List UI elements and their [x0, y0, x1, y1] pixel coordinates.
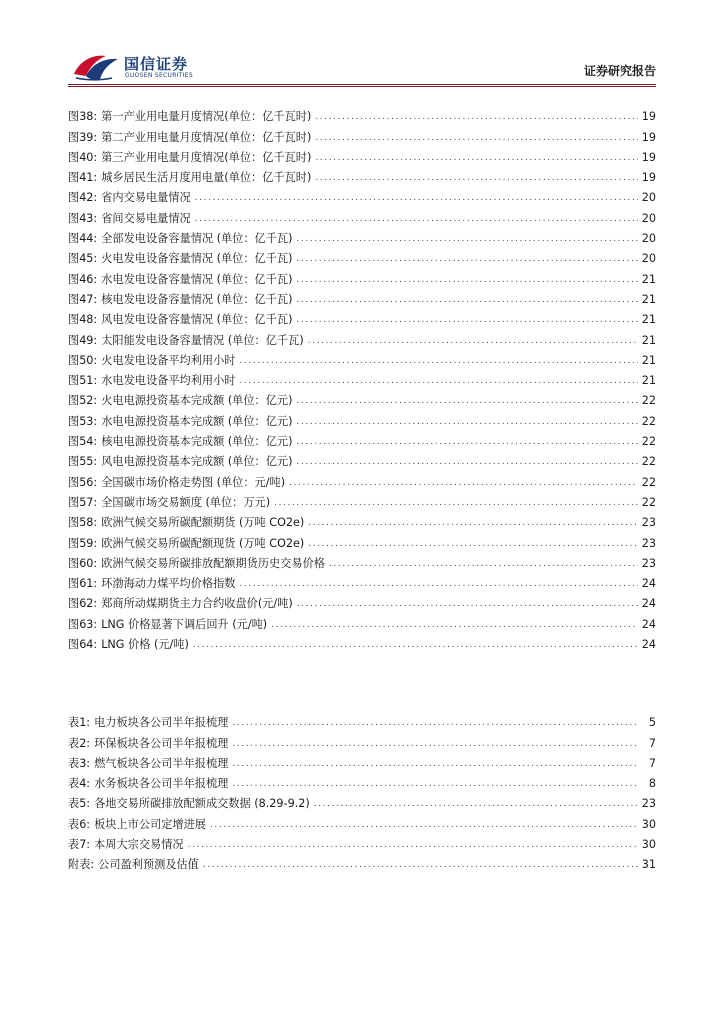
toc-leader-dots	[297, 232, 638, 246]
toc-entry-page: 21	[641, 333, 656, 347]
guosen-logo	[72, 50, 202, 84]
toc-entry[interactable]	[68, 510, 656, 530]
toc-leader-dots	[315, 171, 637, 185]
toc-entry-page: 24	[641, 597, 656, 611]
toc-entry-page: 22	[641, 414, 656, 428]
toc-entry-label: 图62:	[68, 597, 98, 611]
toc-entry-page: 24	[641, 638, 656, 652]
header-divider	[68, 84, 656, 85]
toc-leader-dots	[315, 110, 637, 124]
toc-leader-dots	[297, 313, 638, 327]
toc-entry-page: 24	[641, 617, 656, 631]
toc-entry-title: 火电发电设备容量情况 (单位：亿千瓦)	[101, 252, 293, 266]
toc-leader-dots	[239, 354, 637, 368]
toc-entry[interactable]	[68, 730, 656, 750]
toc-entry-label: 图55:	[68, 455, 98, 469]
toc-entry[interactable]	[68, 490, 656, 510]
toc-entry-label: 图61:	[68, 577, 98, 591]
toc-leader-dots	[195, 191, 638, 205]
toc-leader-dots	[195, 212, 638, 226]
toc-entry[interactable]	[68, 751, 656, 771]
toc-entry-page: 20	[641, 232, 656, 246]
toc-entry-label: 表6:	[68, 817, 91, 831]
toc-entry-page: 20	[641, 191, 656, 205]
toc-entry-label: 图46:	[68, 272, 98, 286]
toc-entry[interactable]	[68, 852, 656, 872]
toc-entry[interactable]	[68, 611, 656, 631]
toc-entry[interactable]	[68, 287, 656, 307]
toc-leader-dots	[297, 435, 638, 449]
toc-entry-title: 第二产业用电量月度情况(单位：亿千瓦时)	[101, 130, 312, 144]
toc-entry[interactable]	[68, 811, 656, 831]
toc-leader-dots	[308, 516, 637, 530]
toc-leader-dots	[297, 415, 638, 429]
toc-entry-title: LNG 价格显著下调后回升 (元/吨)	[101, 617, 268, 631]
figure-index-list	[68, 104, 656, 652]
toc-entry-title: 郑商所动煤期货主力合约收盘价(元/吨)	[101, 597, 293, 611]
toc-entry-page: 23	[641, 516, 656, 530]
table-index-list	[68, 710, 656, 872]
toc-leader-dots	[314, 797, 638, 811]
toc-entry-label: 附表:	[68, 858, 95, 872]
toc-entry-label: 图49:	[68, 333, 98, 347]
toc-entry[interactable]	[68, 632, 656, 652]
toc-entry-label: 图58:	[68, 516, 98, 530]
toc-leader-dots	[297, 455, 638, 469]
toc-entry-title: 核电电源投资基本完成额 (单位：亿元)	[101, 435, 293, 449]
page-header	[0, 0, 724, 90]
toc-entry-label: 图51:	[68, 374, 98, 388]
toc-leader-dots	[232, 777, 638, 791]
toc-entry-page: 22	[641, 475, 656, 489]
toc-leader-dots	[232, 716, 638, 730]
logo-english-name: GUOSEN SECURITIES	[125, 72, 194, 79]
toc-entry-label: 图57:	[68, 495, 98, 509]
toc-leader-dots	[315, 151, 637, 165]
toc-entry-label: 表3:	[68, 756, 91, 770]
toc-entry-title: 火电发电设备平均利用小时	[101, 353, 236, 367]
toc-entry-page: 22	[641, 495, 656, 509]
toc-entry-page: 19	[641, 171, 656, 185]
header-divider-secondary	[68, 86, 656, 87]
toc-entry-page: 7	[648, 756, 656, 770]
toc-entry[interactable]	[68, 449, 656, 469]
toc-entry-title: 欧洲气候交易所碳配额期货 (万吨 CO2e)	[101, 516, 305, 530]
toc-entry-page: 21	[641, 353, 656, 367]
toc-leader-dots	[297, 597, 638, 611]
toc-entry-label: 表1:	[68, 716, 91, 730]
toc-entry-label: 图48:	[68, 313, 98, 327]
toc-entry-label: 表4:	[68, 777, 91, 791]
toc-entry-page: 30	[641, 817, 656, 831]
toc-entry-title: LNG 价格 (元/吨)	[101, 638, 189, 652]
toc-leader-dots	[289, 476, 638, 490]
toc-entry[interactable]	[68, 307, 656, 327]
toc-leader-dots	[239, 374, 637, 388]
toc-entry-title: 省内交易电量情况	[101, 191, 191, 205]
toc-entry-page: 23	[641, 536, 656, 550]
toc-entry-title: 火电电源投资基本完成额 (单位：亿元)	[101, 394, 293, 408]
toc-entry[interactable]	[68, 205, 656, 225]
toc-entry-title: 第三产业用电量月度情况(单位：亿千瓦时)	[101, 150, 312, 164]
toc-leader-dots	[239, 577, 637, 591]
toc-entry-page: 23	[641, 556, 656, 570]
toc-entry-title: 欧洲气候交易所碳排放配额期货历史交易价格	[101, 556, 325, 570]
toc-leader-dots	[232, 737, 638, 751]
toc-entry-page: 21	[641, 292, 656, 306]
toc-entry-page: 20	[641, 211, 656, 225]
toc-entry[interactable]	[68, 327, 656, 347]
toc-entry[interactable]	[68, 246, 656, 266]
toc-entry-title: 第一产业用电量月度情况(单位：亿千瓦时)	[101, 110, 312, 124]
toc-entry-label: 图42:	[68, 191, 98, 205]
toc-entry-label: 图39:	[68, 130, 98, 144]
toc-leader-dots	[232, 757, 638, 771]
toc-entry-page: 8	[648, 777, 656, 791]
toc-entry[interactable]	[68, 771, 656, 791]
toc-leader-dots	[274, 496, 638, 510]
toc-entry[interactable]	[68, 226, 656, 246]
toc-entry[interactable]	[68, 469, 656, 489]
toc-entry-label: 表5:	[68, 797, 91, 811]
toc-entry-label: 图41:	[68, 171, 98, 185]
toc-entry[interactable]	[68, 408, 656, 428]
toc-leader-dots	[297, 252, 638, 266]
toc-entry-page: 23	[641, 797, 656, 811]
toc-entry-title: 欧洲气候交易所碳配额现货 (万吨 CO2e)	[101, 536, 305, 550]
toc-entry[interactable]	[68, 185, 656, 205]
toc-entry-title: 电力板块各公司半年报梳理	[94, 716, 229, 730]
toc-entry-page: 21	[641, 374, 656, 388]
toc-entry-page: 20	[641, 252, 656, 266]
toc-entry[interactable]	[68, 429, 656, 449]
toc-leader-dots	[297, 394, 638, 408]
toc-entry-label: 图38:	[68, 110, 98, 124]
toc-entry-label: 图40:	[68, 150, 98, 164]
toc-entry-title: 燃气板块各公司半年报梳理	[94, 756, 229, 770]
toc-entry-label: 图59:	[68, 536, 98, 550]
toc-entry-title: 环渤海动力煤平均价格指数	[101, 577, 236, 591]
toc-entry-title: 省间交易电量情况	[101, 211, 191, 225]
toc-entry-page: 21	[641, 272, 656, 286]
toc-leader-dots	[188, 838, 638, 852]
toc-entry[interactable]	[68, 348, 656, 368]
toc-entry-label: 图54:	[68, 435, 98, 449]
toc-entry-title: 城乡居民生活月度用电量(单位：亿千瓦时)	[101, 171, 312, 185]
toc-entry[interactable]	[68, 165, 656, 185]
toc-entry-title: 环保板块各公司半年报梳理	[94, 736, 229, 750]
toc-entry-label: 表7:	[68, 838, 91, 852]
toc-entry[interactable]	[68, 591, 656, 611]
toc-leader-dots	[271, 618, 638, 632]
toc-entry[interactable]	[68, 832, 656, 852]
toc-entry-label: 图43:	[68, 211, 98, 225]
toc-entry-title: 风电电源投资基本完成额 (单位：亿元)	[101, 455, 293, 469]
toc-entry-page: 19	[641, 110, 656, 124]
toc-entry[interactable]	[68, 551, 656, 571]
toc-entry-title: 公司盈利预测及估值	[98, 858, 199, 872]
toc-entry-label: 图45:	[68, 252, 98, 266]
toc-entry-label: 图50:	[68, 353, 98, 367]
toc-entry-label: 图64:	[68, 638, 98, 652]
toc-leader-dots	[329, 557, 638, 571]
toc-entry-title: 太阳能发电设备容量情况 (单位：亿千瓦)	[101, 333, 304, 347]
toc-leader-dots	[203, 858, 638, 872]
toc-entry-page: 24	[641, 577, 656, 591]
toc-entry-page: 31	[641, 858, 656, 872]
toc-leader-dots	[308, 537, 637, 551]
toc-entry-page: 5	[648, 716, 656, 730]
toc-entry-title: 水电发电设备平均利用小时	[101, 374, 236, 388]
toc-entry-page: 22	[641, 455, 656, 469]
toc-entry[interactable]	[68, 530, 656, 550]
toc-entry-label: 图60:	[68, 556, 98, 570]
report-type-label: 证券研究报告	[583, 64, 656, 78]
toc-entry-label: 表2:	[68, 736, 91, 750]
toc-entry-page: 19	[641, 150, 656, 164]
toc-entry-title: 全国碳市场交易额度 (单位：万元)	[101, 495, 271, 509]
toc-entry-page: 22	[641, 435, 656, 449]
toc-entry[interactable]	[68, 368, 656, 388]
toc-entry-page: 19	[641, 130, 656, 144]
toc-entry-label: 图44:	[68, 232, 98, 246]
toc-entry-title: 各地交易所碳排放配额成交数据 (8.29-9.2)	[94, 797, 310, 811]
toc-entry-page: 21	[641, 313, 656, 327]
toc-leader-dots	[210, 818, 638, 832]
toc-entry-label: 图63:	[68, 617, 98, 631]
toc-entry-label: 图47:	[68, 292, 98, 306]
toc-leader-dots	[315, 131, 637, 145]
toc-leader-dots	[308, 334, 638, 348]
logo-chinese-name: 国信证券	[124, 55, 189, 73]
toc-entry-page: 7	[648, 736, 656, 750]
toc-entry-title: 风电发电设备容量情况 (单位：亿千瓦)	[101, 313, 293, 327]
toc-entry[interactable]	[68, 571, 656, 591]
toc-entry-title: 水务板块各公司半年报梳理	[94, 777, 229, 791]
toc-entry-label: 图56:	[68, 475, 98, 489]
guosen-logo-mark-icon	[72, 50, 122, 82]
toc-entry-title: 水电发电设备容量情况 (单位：亿千瓦)	[101, 272, 293, 286]
toc-leader-dots	[297, 273, 638, 287]
toc-entry[interactable]	[68, 791, 656, 811]
toc-entry[interactable]	[68, 145, 656, 165]
toc-entry-title: 核电发电设备容量情况 (单位：亿千瓦)	[101, 292, 293, 306]
toc-entry-title: 水电电源投资基本完成额 (单位：亿元)	[101, 414, 293, 428]
toc-entry-page: 30	[641, 838, 656, 852]
toc-leader-dots	[297, 293, 638, 307]
toc-leader-dots	[193, 638, 638, 652]
toc-entry[interactable]	[68, 710, 656, 730]
toc-entry-page: 22	[641, 394, 656, 408]
toc-entry[interactable]	[68, 104, 656, 124]
toc-entry-title: 板块上市公司定增进展	[94, 817, 206, 831]
toc-entry-label: 图52:	[68, 394, 98, 408]
toc-entry[interactable]	[68, 388, 656, 408]
toc-entry-title: 全国碳市场价格走势图 (单位：元/吨)	[101, 475, 286, 489]
toc-entry[interactable]	[68, 266, 656, 286]
toc-entry-title: 全部发电设备容量情况 (单位：亿千瓦)	[101, 232, 293, 246]
toc-entry-label: 图53:	[68, 414, 98, 428]
toc-entry-title: 本周大宗交易情况	[94, 838, 184, 852]
toc-entry[interactable]	[68, 124, 656, 144]
